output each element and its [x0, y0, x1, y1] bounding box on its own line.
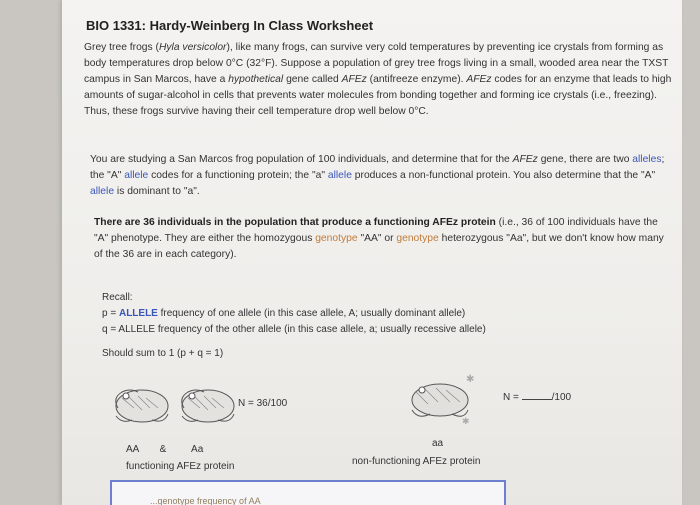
allele-keyword: ALLELE: [118, 308, 158, 319]
genotype-Aa-label: Aa: [191, 444, 204, 455]
text: Grey tree frogs (: [84, 42, 159, 53]
frog-Aa-icon: [174, 378, 242, 430]
svg-text:✱: ✱: [466, 374, 475, 385]
functioning-count-label: N = 36/100: [238, 398, 288, 409]
text: codes for a functioning protein; the "a": [148, 170, 328, 181]
count-blank[interactable]: [522, 390, 552, 400]
frog-aa-icon: [402, 370, 478, 426]
functioning-caption: functioning AFEz protein: [126, 461, 235, 472]
species-name: Hyla versicolor: [158, 42, 227, 53]
text: frequency of one allele (in this case allele, A; usually dominant allele): [157, 308, 466, 319]
glossary-link-genotype[interactable]: genotype: [315, 233, 358, 244]
intro-paragraph: [84, 40, 674, 120]
phenotype-paragraph: [94, 215, 664, 263]
text: p =: [102, 308, 119, 319]
gene-name: AFEz: [341, 74, 367, 85]
glossary-link-genotype[interactable]: genotype: [396, 233, 439, 244]
frog-AA-icon: [108, 378, 176, 430]
text: codes for an enzyme that leads to high amounts of sugar-alcohol in cells that prevents water molecules from bonding together and forming ice crystals (i.e., freezing). Thus, these frogs survive having their cell temperature drop well below 0°C.: [84, 74, 672, 117]
text: gene, there are two: [537, 154, 633, 165]
glossary-link-allele[interactable]: allele: [90, 186, 115, 197]
text: (antifreeze enzyme).: [366, 74, 467, 85]
worksheet-page: [62, 0, 682, 505]
text: heterozygous "Aa", but we don't know how many of the 36 are in each category).: [94, 233, 664, 260]
genotype-label-row: [126, 444, 203, 455]
genotype-AA-label: AA: [126, 444, 139, 455]
n-prefix: N =: [503, 392, 519, 403]
text: is dominant to "a".: [114, 186, 200, 197]
genotype-aa-label: aa: [432, 438, 444, 449]
bold-statement: There are 36 individuals in the population that produce a functioning AFEz protein: [94, 217, 496, 228]
n-suffix: /100: [551, 392, 572, 403]
nonfunctioning-caption: non-functioning AFEz protein: [352, 456, 481, 467]
recall-p-line: [102, 306, 486, 322]
text: produces a non-functional protein. You also determine that the "A": [351, 170, 656, 181]
text: gene called: [283, 74, 342, 85]
page-title: BIO 1331: Hardy-Weinberg In Class Worksheet: [86, 18, 374, 33]
population-paragraph: [90, 152, 670, 200]
text: "AA" or: [357, 233, 397, 244]
recall-heading: Recall:: [102, 292, 133, 303]
glossary-link-allele[interactable]: allele: [124, 170, 149, 181]
glossary-link-alleles[interactable]: alleles: [632, 154, 662, 165]
ampersand: &: [159, 444, 167, 455]
text: ), like many frogs, can survive very cold temperatures by preventing ice crystals from forming as body temperatures drop below 0°C (32°F). Suppose a population of grey tree frogs living in a small, wooded area near the TXST campus in San Marcos, have a: [84, 42, 669, 85]
text: ; the "A": [90, 154, 665, 181]
recall-q-line: q = ALLELE frequency of the other allele (in this case allele, a; usually recessive allele): [102, 324, 486, 335]
nonfunctioning-count-field: [503, 390, 571, 403]
sum-rule: Should sum to 1 (p + q = 1): [102, 348, 224, 359]
text: You are studying a San Marcos frog population of 100 individuals, and determine that for the: [90, 154, 513, 165]
hypothetical-word: hypothetical: [228, 74, 284, 85]
glossary-link-allele[interactable]: allele: [327, 170, 352, 181]
answer-prompt: ...genotype frequency of AA: [150, 496, 261, 505]
recall-box: [102, 290, 486, 338]
gene-name: AFEz: [466, 74, 492, 85]
text: (i.e., 36 of 100 individuals have the "A" phenotype. They are either the homozygous: [94, 217, 658, 244]
svg-text:✱: ✱: [462, 417, 470, 426]
gene-name: AFEz: [512, 154, 538, 165]
